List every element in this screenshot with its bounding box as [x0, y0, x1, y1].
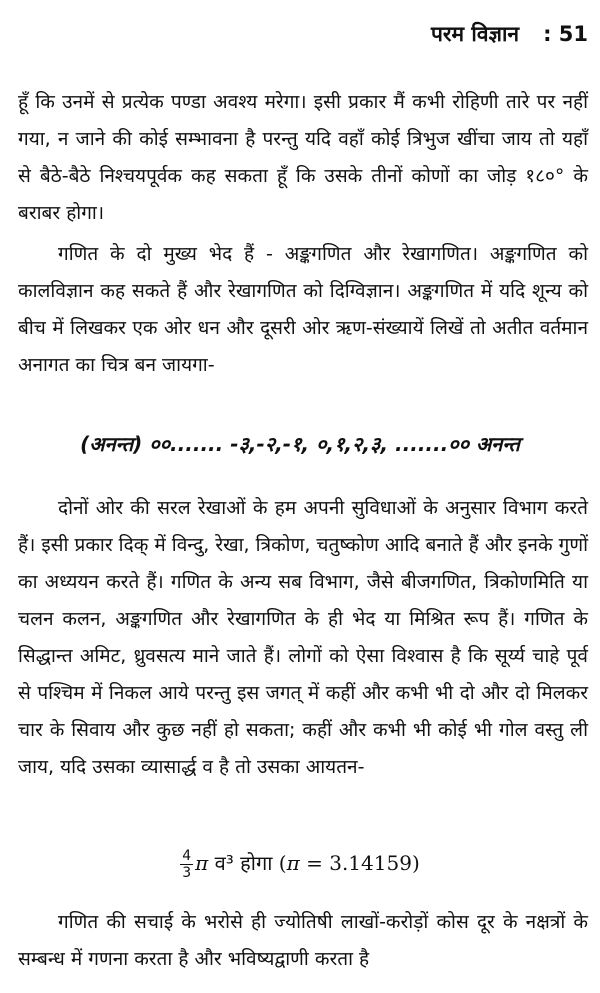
fraction-numerator: 4: [182, 848, 192, 864]
page-number: : 51: [543, 22, 588, 46]
pi-symbol: π: [195, 851, 209, 875]
pi-symbol-value: π: [286, 851, 300, 875]
paren-open: (: [278, 851, 287, 875]
fraction-four-thirds: [180, 848, 193, 881]
volume-formula: [0, 848, 600, 881]
paragraph-2: गणित के दो मुख्य भेद हैं - अङ्कगणित और रेखागणित। अङ्कगणित को कालविज्ञान कह सकते हैं और रेखागणित को दिग्विज्ञान। अङ्कगणित में यदि शून्य को बीच में लिखकर एक ओर धन और दूसरी ओर ऋण-संख्यायें लिखें तो अतीत वर्तमान अनागत का चित्र बन जायगा-: [18, 243, 588, 376]
page-header-title: परम विज्ञान: [431, 22, 520, 46]
paren-close: ): [411, 851, 420, 875]
fraction-denominator: 3: [182, 865, 192, 881]
paragraph-1: हूँ कि उनमें से प्रत्येक पण्डा अवश्य मरेगा। इसी प्रकार मैं कभी रोहिणी तारे पर नहीं गया, न जाने की कोई सम्भावना है परन्तु यदि वहाँ कोई त्रिभुज खींचा जाय तो यहाँ से बैठे-बैठे निश्चयपूर्वक कह सकता हूँ कि उसके तीनों कोणों का जोड़ १८०° के बराबर होगा।: [18, 91, 588, 224]
page-header: [431, 20, 588, 48]
paragraph-3: दोनों ओर की सरल रेखाओं के हम अपनी सुविधाओं के अनुसार विभाग करते हैं। इसी प्रकार दिक् में विन्दु, रेखा, त्रिकोण, चतुष्कोण आदि बनाते हैं और इनके गुणों का अध्ययन करते हैं। गणित के अन्य सब विभाग, जैसे बीजगणित, त्रिकोणमिति या चलन कलन, अङ्कगणित और रेखागणित के ही भेद या मिश्रित रूप हैं। गणित के सिद्धान्त अमिट, ध्रुवसत्य माने जाते हैं। लोगों को ऐसा विश्वास है कि सूर्य्य चाहे पूर्व से पश्चिम में निकल आये परन्तु इस जगत् में कहीं और कभी भी दो और दो मिलकर चार के सिवाय और कुछ नहीं हो सकता; कहीं और कभी भी कोई भी गोल वस्तु ली जाय, यदि उसका व्यासार्द्ध व है तो उसका आयतन-: [18, 497, 588, 778]
pi-value: = 3.14159: [299, 851, 412, 875]
formula-text: व³ होगा: [208, 851, 279, 875]
paragraph-4: गणित की सचाई के भरोसे ही ज्योतिषी लाखों-करोड़ों कोस दूर के नक्षत्रों के सम्बन्ध में गणना करता है और भविष्यद्वाणी करता है: [18, 911, 588, 970]
number-sequence-line: (अनन्त) ००....... -३,-२,-१, ०,१,२,३, .......०० अनन्त: [80, 432, 520, 456]
